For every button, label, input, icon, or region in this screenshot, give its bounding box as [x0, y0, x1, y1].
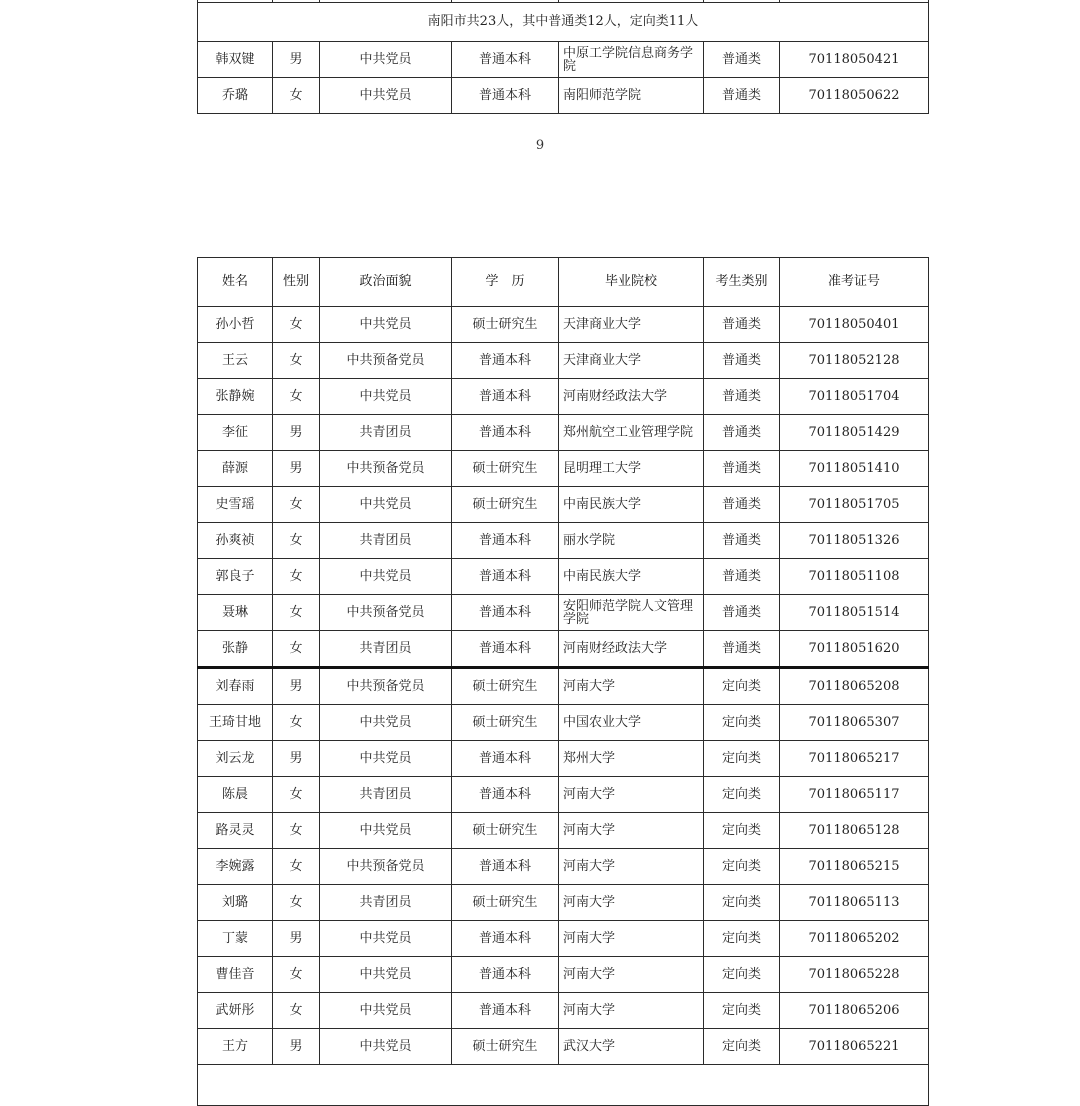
cell-gender: 女 — [273, 705, 320, 741]
cell-name: 孙小哲 — [198, 307, 273, 343]
cell-gender: 女 — [273, 78, 320, 114]
table-row — [198, 777, 929, 813]
table-row-cutoff — [198, 1065, 929, 1106]
header-political: 政治面貌 — [320, 258, 452, 307]
cell-political: 中共党员 — [320, 957, 452, 993]
cell-gender: 男 — [273, 415, 320, 451]
cell-education: 普通本科 — [452, 993, 559, 1029]
cell-education: 硕士研究生 — [452, 451, 559, 487]
table-row — [198, 849, 929, 885]
cell-category: 普通类 — [704, 379, 780, 415]
cell-education: 普通本科 — [452, 631, 559, 668]
header-school: 毕业院校 — [559, 258, 704, 307]
cell-education: 普通本科 — [452, 523, 559, 559]
cell-political: 共青团员 — [320, 523, 452, 559]
table-row — [198, 78, 929, 114]
cell-gender: 男 — [273, 1029, 320, 1065]
header-gender: 性别 — [273, 258, 320, 307]
cell-category: 定向类 — [704, 777, 780, 813]
cell-education: 普通本科 — [452, 379, 559, 415]
cell-school: 河南大学 — [559, 813, 704, 849]
candidate-table-body — [198, 258, 929, 1106]
cell-exam-id: 70118051704 — [780, 379, 929, 415]
cell-gender: 女 — [273, 523, 320, 559]
cell-category: 普通类 — [704, 523, 780, 559]
cell-gender: 女 — [273, 559, 320, 595]
cell-name: 刘云龙 — [198, 741, 273, 777]
cell-gender: 男 — [273, 42, 320, 78]
cell-exam-id: 70118051326 — [780, 523, 929, 559]
cell-political: 共青团员 — [320, 885, 452, 921]
cell-school: 安阳师范学院人文管理学院 — [559, 595, 704, 631]
cell-gender: 女 — [273, 957, 320, 993]
cell-political: 中共党员 — [320, 487, 452, 523]
cell-gender: 女 — [273, 777, 320, 813]
cell-category: 定向类 — [704, 993, 780, 1029]
cell-political: 中共预备党员 — [320, 668, 452, 705]
table-row — [198, 559, 929, 595]
cell-school: 中南民族大学 — [559, 559, 704, 595]
cell-school: 武汉大学 — [559, 1029, 704, 1065]
cell-school: 河南财经政法大学 — [559, 631, 704, 668]
cell-exam-id: 70118065113 — [780, 885, 929, 921]
cell-category: 定向类 — [704, 813, 780, 849]
cell-school: 中南民族大学 — [559, 487, 704, 523]
table-row — [198, 921, 929, 957]
cell-gender: 女 — [273, 595, 320, 631]
cell-education: 普通本科 — [452, 777, 559, 813]
table-row — [198, 451, 929, 487]
cell-category: 普通类 — [704, 559, 780, 595]
cell-political: 中共预备党员 — [320, 451, 452, 487]
cell-school: 天津商业大学 — [559, 307, 704, 343]
cell-school: 河南大学 — [559, 885, 704, 921]
cell-education: 普通本科 — [452, 78, 559, 114]
cell-political: 共青团员 — [320, 631, 452, 668]
cell-exam-id: 70118065128 — [780, 813, 929, 849]
cell-political: 中共预备党员 — [320, 595, 452, 631]
cell-name: 武妍彤 — [198, 993, 273, 1029]
cell-gender: 女 — [273, 307, 320, 343]
cell-exam-id: 70118052128 — [780, 343, 929, 379]
cell-school: 河南大学 — [559, 957, 704, 993]
cell-name: 王琦甘地 — [198, 705, 273, 741]
cell-name: 王云 — [198, 343, 273, 379]
previous-page-table — [197, 0, 929, 114]
header-education: 学 历 — [452, 258, 559, 307]
cell-gender: 女 — [273, 885, 320, 921]
cell-political: 中共预备党员 — [320, 849, 452, 885]
cell-gender: 女 — [273, 813, 320, 849]
cell-school: 河南大学 — [559, 993, 704, 1029]
header-exam-id: 准考证号 — [780, 258, 929, 307]
cell-category: 普通类 — [704, 631, 780, 668]
cell-gender: 男 — [273, 921, 320, 957]
candidate-table — [197, 257, 929, 1106]
cell-category: 普通类 — [704, 78, 780, 114]
cell-category: 定向类 — [704, 741, 780, 777]
table-row — [198, 42, 929, 78]
cell-name: 李征 — [198, 415, 273, 451]
cell-political: 中共党员 — [320, 813, 452, 849]
cell-name: 李婉露 — [198, 849, 273, 885]
cell-school: 郑州大学 — [559, 741, 704, 777]
cell-school: 丽水学院 — [559, 523, 704, 559]
cell-school: 南阳师范学院 — [559, 78, 704, 114]
cell-name: 张静婉 — [198, 379, 273, 415]
cell-exam-id: 70118051410 — [780, 451, 929, 487]
cell-education: 硕士研究生 — [452, 1029, 559, 1065]
header-category: 考生类别 — [704, 258, 780, 307]
cell-gender: 女 — [273, 487, 320, 523]
table-row — [198, 741, 929, 777]
cell-school: 河南大学 — [559, 668, 704, 705]
table-row-summary — [198, 3, 929, 42]
cell-category: 定向类 — [704, 668, 780, 705]
table-row — [198, 307, 929, 343]
cell-school: 河南大学 — [559, 777, 704, 813]
cell-exam-id: 70118050622 — [780, 78, 929, 114]
cell-category: 普通类 — [704, 487, 780, 523]
cell-education: 硕士研究生 — [452, 813, 559, 849]
cell-name: 刘璐 — [198, 885, 273, 921]
cell-gender: 女 — [273, 379, 320, 415]
cell-education: 普通本科 — [452, 595, 559, 631]
cell-exam-id: 70118065215 — [780, 849, 929, 885]
cell-category: 定向类 — [704, 849, 780, 885]
table-row — [198, 631, 929, 668]
cell-gender: 女 — [273, 993, 320, 1029]
cell-gender: 女 — [273, 631, 320, 668]
cell-name: 路灵灵 — [198, 813, 273, 849]
cell-exam-id: 70118050401 — [780, 307, 929, 343]
cell-name: 王方 — [198, 1029, 273, 1065]
cell-school: 河南财经政法大学 — [559, 379, 704, 415]
cell-school: 郑州航空工业管理学院 — [559, 415, 704, 451]
table-row — [198, 813, 929, 849]
cell-school: 河南大学 — [559, 849, 704, 885]
cell-category: 定向类 — [704, 1029, 780, 1065]
table-row — [198, 668, 929, 705]
table-row — [198, 885, 929, 921]
cell-school: 中原工学院信息商务学院 — [559, 42, 704, 78]
cell-education: 普通本科 — [452, 849, 559, 885]
table-row — [198, 1029, 929, 1065]
cell-gender: 男 — [273, 451, 320, 487]
table-row — [198, 415, 929, 451]
cell-school: 天津商业大学 — [559, 343, 704, 379]
cell-category: 普通类 — [704, 415, 780, 451]
cell-exam-id: 70118051620 — [780, 631, 929, 668]
cell-name: 陈晨 — [198, 777, 273, 813]
cell-education: 硕士研究生 — [452, 885, 559, 921]
region-summary: 南阳市共23人，其中普通类12人，定向类11人 — [198, 3, 929, 42]
cell-education: 普通本科 — [452, 415, 559, 451]
cutoff-cell — [198, 1065, 929, 1106]
cell-category: 普通类 — [704, 343, 780, 379]
cell-exam-id: 70118051705 — [780, 487, 929, 523]
cell-political: 中共党员 — [320, 705, 452, 741]
table-row — [198, 993, 929, 1029]
cell-category: 普通类 — [704, 307, 780, 343]
cell-name: 郭良子 — [198, 559, 273, 595]
cell-political: 中共党员 — [320, 559, 452, 595]
cell-political: 中共预备党员 — [320, 343, 452, 379]
cell-gender: 男 — [273, 668, 320, 705]
table-row — [198, 343, 929, 379]
cell-name: 曹佳音 — [198, 957, 273, 993]
cell-name: 薛源 — [198, 451, 273, 487]
cell-education: 硕士研究生 — [452, 705, 559, 741]
cell-education: 普通本科 — [452, 559, 559, 595]
cell-political: 共青团员 — [320, 415, 452, 451]
cell-category: 普通类 — [704, 451, 780, 487]
cell-education: 普通本科 — [452, 957, 559, 993]
cell-exam-id: 70118050421 — [780, 42, 929, 78]
cell-name: 史雪瑶 — [198, 487, 273, 523]
table-row — [198, 595, 929, 631]
cell-political: 中共党员 — [320, 42, 452, 78]
cell-exam-id: 70118065217 — [780, 741, 929, 777]
cell-political: 中共党员 — [320, 993, 452, 1029]
cell-education: 硕士研究生 — [452, 307, 559, 343]
header-name: 姓名 — [198, 258, 273, 307]
cell-exam-id: 70118065117 — [780, 777, 929, 813]
cell-name: 聂琳 — [198, 595, 273, 631]
cell-school: 昆明理工大学 — [559, 451, 704, 487]
cell-gender: 男 — [273, 741, 320, 777]
cell-education: 普通本科 — [452, 921, 559, 957]
cell-name: 孙爽祯 — [198, 523, 273, 559]
cell-category: 普通类 — [704, 42, 780, 78]
cell-school: 中国农业大学 — [559, 705, 704, 741]
cell-political: 共青团员 — [320, 777, 452, 813]
cell-exam-id: 70118051429 — [780, 415, 929, 451]
cell-category: 定向类 — [704, 885, 780, 921]
cell-name: 刘春雨 — [198, 668, 273, 705]
cell-gender: 女 — [273, 343, 320, 379]
cell-exam-id: 70118051514 — [780, 595, 929, 631]
cell-education: 普通本科 — [452, 741, 559, 777]
cell-political: 中共党员 — [320, 1029, 452, 1065]
table-row — [198, 487, 929, 523]
cell-political: 中共党员 — [320, 921, 452, 957]
cell-education: 普通本科 — [452, 42, 559, 78]
cell-exam-id: 70118051108 — [780, 559, 929, 595]
cell-exam-id: 70118065228 — [780, 957, 929, 993]
cell-school: 河南大学 — [559, 921, 704, 957]
cell-exam-id: 70118065307 — [780, 705, 929, 741]
cell-political: 中共党员 — [320, 379, 452, 415]
cell-name: 乔璐 — [198, 78, 273, 114]
cell-category: 定向类 — [704, 957, 780, 993]
cell-name: 丁蒙 — [198, 921, 273, 957]
cell-education: 硕士研究生 — [452, 487, 559, 523]
table-row — [198, 957, 929, 993]
cell-name: 张静 — [198, 631, 273, 668]
cell-education: 硕士研究生 — [452, 668, 559, 705]
table-header-row — [198, 258, 929, 307]
table-row — [198, 705, 929, 741]
cell-category: 普通类 — [704, 595, 780, 631]
cell-political: 中共党员 — [320, 741, 452, 777]
cell-exam-id: 70118065208 — [780, 668, 929, 705]
cell-education: 普通本科 — [452, 343, 559, 379]
table-row — [198, 379, 929, 415]
cell-exam-id: 70118065221 — [780, 1029, 929, 1065]
cell-political: 中共党员 — [320, 78, 452, 114]
cell-gender: 女 — [273, 849, 320, 885]
cell-exam-id: 70118065202 — [780, 921, 929, 957]
table-row — [198, 523, 929, 559]
cell-exam-id: 70118065206 — [780, 993, 929, 1029]
cell-category: 定向类 — [704, 921, 780, 957]
cell-political: 中共党员 — [320, 307, 452, 343]
cell-category: 定向类 — [704, 705, 780, 741]
previous-page-table-body — [198, 0, 929, 114]
page-number: 9 — [535, 138, 545, 153]
cell-name: 韩双键 — [198, 42, 273, 78]
